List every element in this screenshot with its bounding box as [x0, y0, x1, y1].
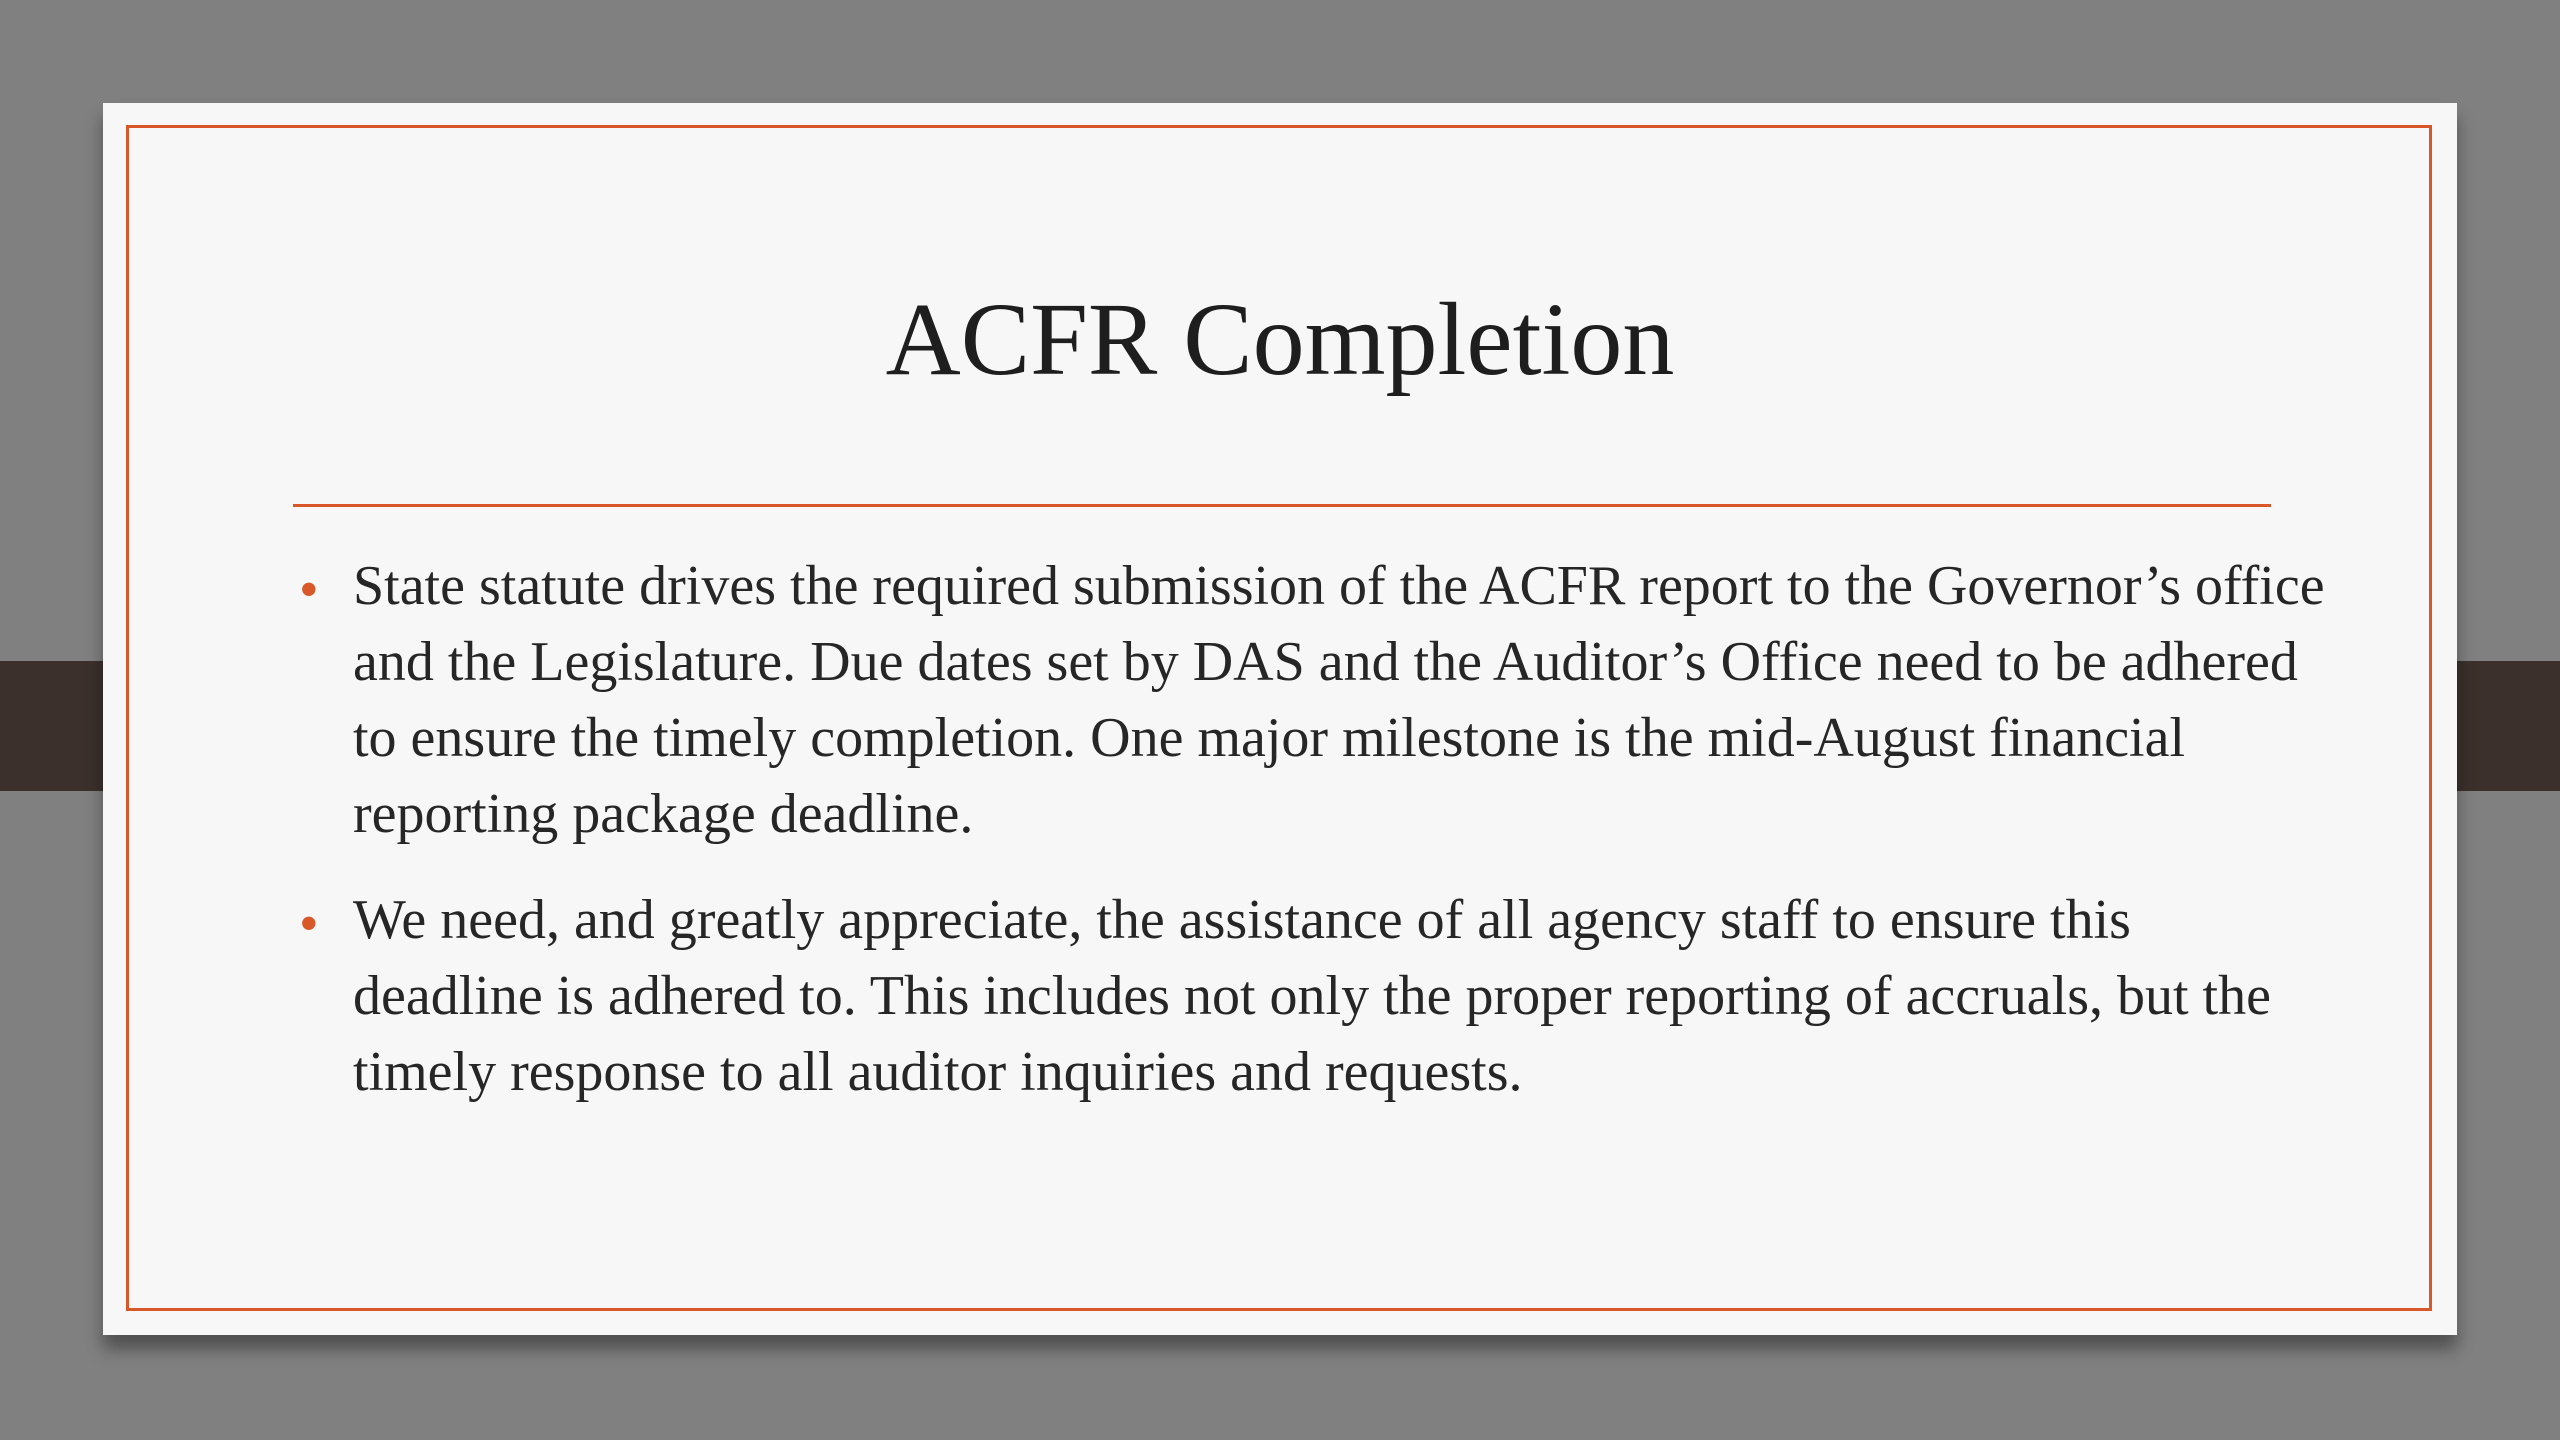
bullet-marker-icon: • [299, 893, 319, 955]
bullet-item [293, 548, 2333, 852]
bullet-text: We need, and greatly appreciate, the assistance of all agency staff to ensure this deadline is adhered to. This includes not only the proper reporting of accruals, but the timely response to all auditor inquiries and requests. [353, 889, 2271, 1103]
slide-title: ACFR Completion [885, 282, 1675, 397]
title-divider [293, 504, 2271, 507]
slide [103, 103, 2457, 1335]
bullet-text: State statute drives the required submission of the ACFR report to the Governor’s office and the Legislature. Due dates set by DAS and the Auditor’s Office need to be adhered to ensure the timely completion. One major milestone is the mid-August financial reporting package deadline. [353, 555, 2325, 845]
bullet-marker-icon: • [299, 559, 319, 621]
bullet-item [293, 882, 2333, 1110]
bullet-list [293, 548, 2333, 1140]
